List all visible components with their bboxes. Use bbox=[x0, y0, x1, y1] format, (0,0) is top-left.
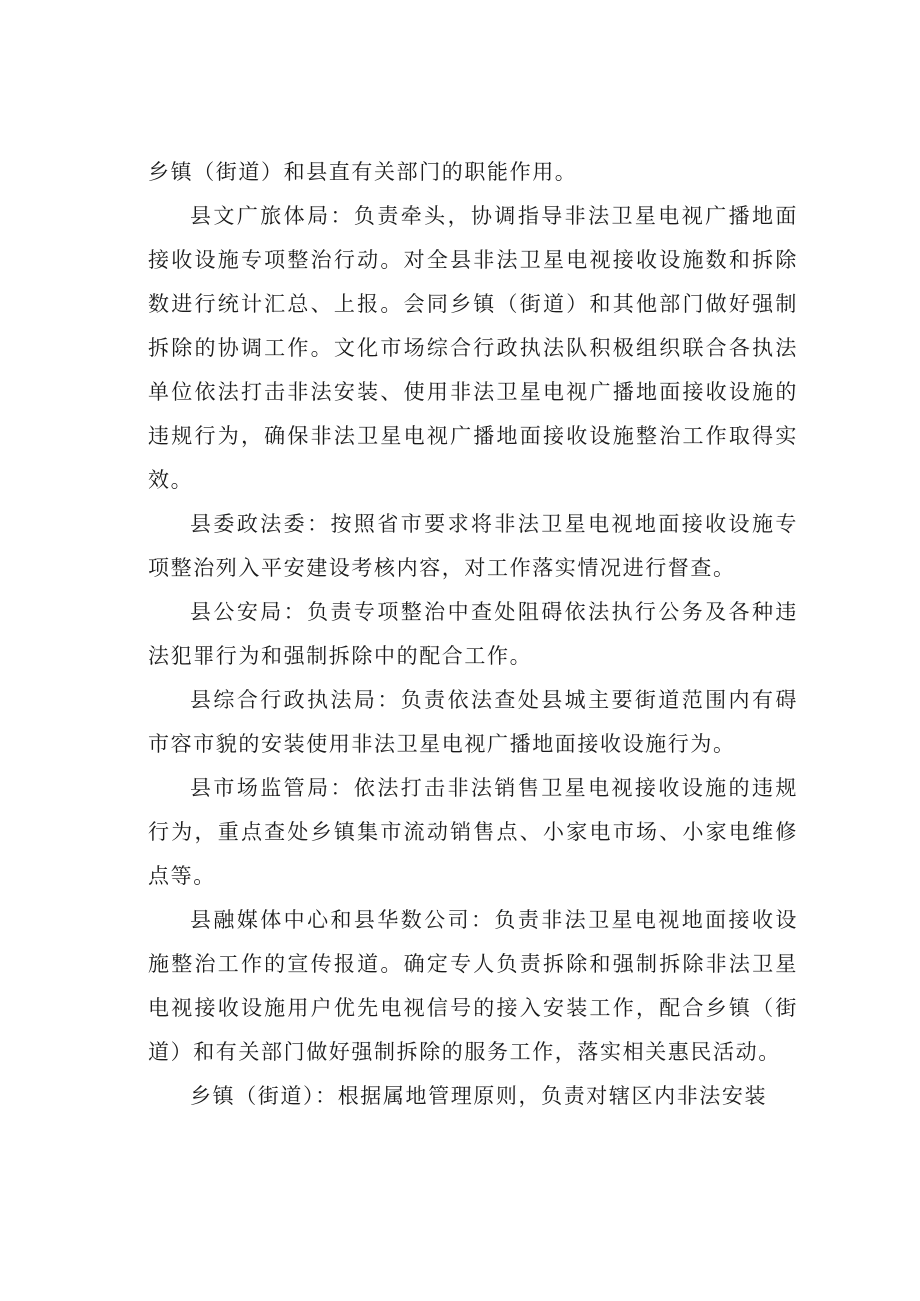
paragraph-townships: 乡镇（街道）：根据属地管理原则，负责对辖区内非法安装 bbox=[190, 1084, 768, 1108]
paragraph-law-enforcement-bureau: 县综合行政执法局：负责依法查处县城主要街道范围内有碍市容市貌的安装使用非法卫星电视广播地面接收设施行为。 bbox=[148, 688, 798, 756]
paragraph-public-security-bureau: 县公安局：负责专项整治中查处阻碍依法执行公务及各种违法犯罪行为和强制拆除中的配合工作。 bbox=[148, 600, 798, 668]
paragraph-wenguang-bureau: 县文广旅体局：负责牵头，协调指导非法卫星电视广播地面接收设施专项整治行动。对全县非法卫星电视接收设施数和拆除数进行统计汇总、上报。会同乡镇（街道）和其他部门做好强制拆除的协调工作。文化市场综合行政执法队积极组织联合各执法单位依法打击非法安装、使用非法卫星电视广播地面接收设施的违规行为，确保非法卫星电视广播地面接收设施整治工作取得实效。 bbox=[148, 204, 798, 492]
paragraph-political-legal-committee: 县委政法委：按照省市要求将非法卫星电视地面接收设施专项整治列入平安建设考核内容，对工作落实情况进行督查。 bbox=[148, 512, 798, 580]
paragraph-market-supervision-bureau: 县市场监管局：依法打击非法销售卫星电视接收设施的违规行为，重点查处乡镇集市流动销售点、小家电市场、小家电维修点等。 bbox=[148, 776, 798, 888]
paragraph-continuation: 乡镇（街道）和县直有关部门的职能作用。 bbox=[148, 160, 578, 184]
document-body bbox=[148, 150, 798, 1118]
paragraph-media-center: 县融媒体中心和县华数公司：负责非法卫星电视地面接收设施整治工作的宣传报道。确定专人负责拆除和强制拆除非法卫星电视接收设施用户优先电视信号的接入安装工作，配合乡镇（街道）和有关部门做好强制拆除的服务工作，落实相关惠民活动。 bbox=[148, 908, 798, 1064]
